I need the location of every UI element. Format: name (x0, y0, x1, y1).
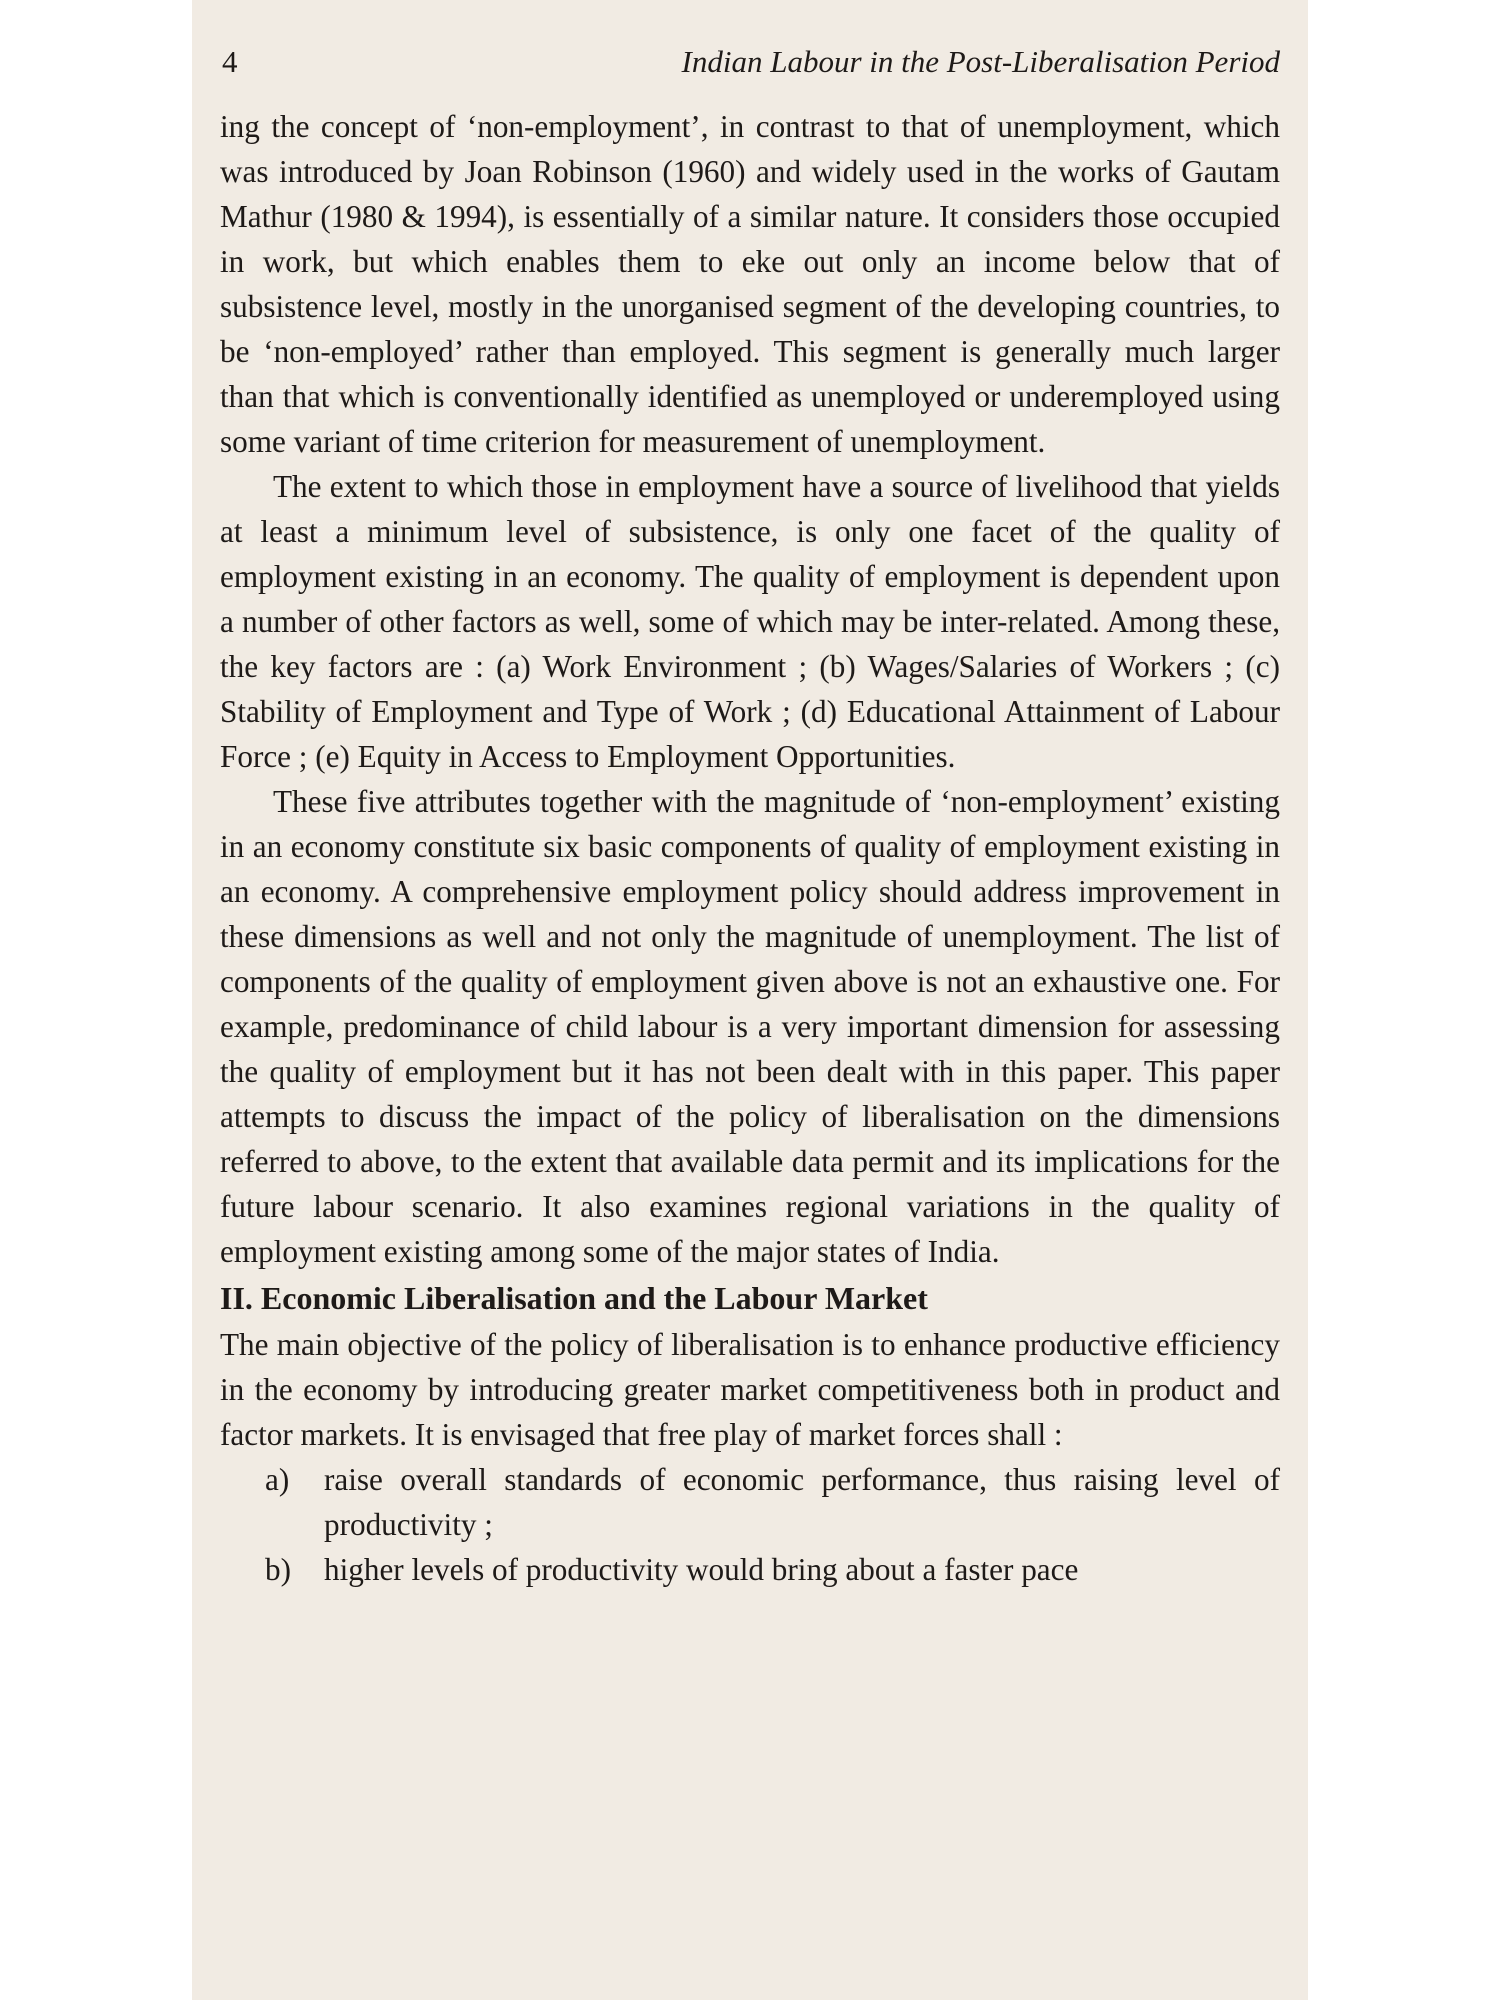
paragraph-quality-facets: The extent to which those in employment have a source of livelihood that yields at least a minimum level of subsistence, is only one facet of the quality of employment existing in an economy. The quality of employment is dependent upon a number of other factors as well, some of which may be inter-related. Among these, the key factors are : (a) Work Environment ; (b) Wages/Salaries of Workers ; (c) Stability of Employment and Type of Work ; (d) Educational Attainment of Labour Force ; (e) Equity in Access to Employment Opportunities. (220, 469, 1280, 774)
page-number: 4 (222, 44, 238, 79)
running-title: Indian Labour in the Post-Liberalisation Period (681, 44, 1280, 79)
objectives-list (220, 1457, 1280, 1592)
running-head (220, 40, 1280, 84)
list-item-text: higher levels of productivity would bring about a faster pace (324, 1552, 1079, 1587)
paragraph-components: These five attributes together with the magnitude of ‘non-employment’ existing in an economy constitute six basic components of quality of employment existing in an economy. A comprehensive employment policy should address improvement in these dimensions as well and not only the magnitude of unemployment. The list of components of the quality of employment given above is not an exhaustive one. For example, predominance of child labour is a very important dimension for assessing the quality of employment but it has not been dealt with in this paper. This paper attempts to discuss the impact of the policy of liberalisation on the dimensions referred to above, to the extent that available data permit and its implications for the future labour scenario. It also examines regional variations in the quality of employment existing among some of the major states of India. (220, 784, 1280, 1269)
body-text (220, 104, 1280, 1592)
section-heading: II. Economic Liberalisation and the Labour Market (220, 1280, 928, 1316)
paragraph-continuation: ing the concept of ‘non-employment’, in contrast to that of unemployment, which was introduced by Joan Robinson (1960) and widely used in the works of Gautam Mathur (1980 & 1994), is essentially of a similar nature. It considers those occupied in work, but which enables them to eke out only an income below that of subsistence level, mostly in the unorganised segment of the developing countries, to be ‘non-employed’ rather than employed. This segment is generally much larger than that which is conventionally identified as unemployed or underemployed using some variant of time criterion for measurement of unemployment. (220, 109, 1280, 459)
book-page (192, 0, 1308, 2000)
list-item-text: raise overall standards of economic performance, thus raising level of productivity ; (324, 1462, 1280, 1542)
list-item (220, 1547, 1280, 1592)
list-item-marker: b) (265, 1552, 291, 1587)
list-item (220, 1457, 1280, 1547)
section-intro-paragraph: The main objective of the policy of liberalisation is to enhance productive efficiency in the economy by introducing greater market competitiveness both in product and factor markets. It is envisaged that free play of market forces shall : (220, 1327, 1280, 1452)
list-item-marker: a) (265, 1462, 290, 1497)
